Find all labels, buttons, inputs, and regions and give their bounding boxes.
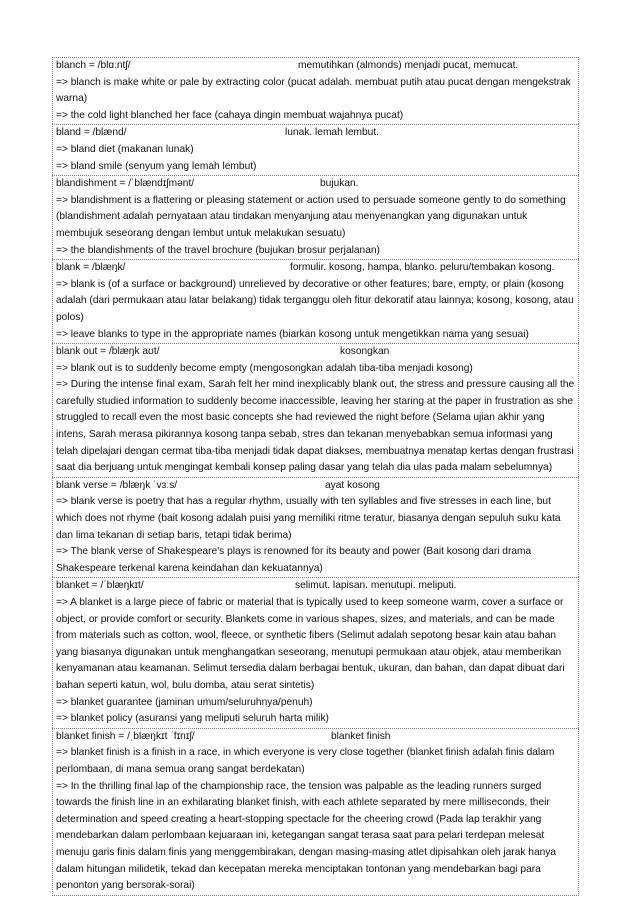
term: blanket = /ˈblæŋkɪt/ (56, 580, 144, 592)
translation: ayat kosong (325, 479, 380, 491)
entry-blanket (52, 577, 579, 727)
translation: kosongkan (340, 346, 390, 358)
entry-header (56, 176, 576, 193)
term: blank verse = /blæŋk ˈvɜːs/ (56, 479, 178, 491)
entry-bland (52, 124, 579, 175)
entry-header (56, 729, 576, 746)
example-line: => the blandishments of the travel brochure (bujukan brosur perjalanan) (56, 244, 380, 256)
translation: blanket finish (331, 730, 391, 742)
entry-header (56, 578, 576, 595)
definition-line: => blanket finish is a finish in a race, in which everyone is very close together (blanket finish adalah finis dalam perlombaan, di mana semua orang sangat berdekatan) (56, 747, 555, 775)
term: blanket finish = /ˌblæŋkɪt ˈfɪnɪʃ/ (56, 730, 195, 742)
translation: bujukan. (320, 178, 359, 190)
entry-header (56, 344, 576, 361)
definition-line: => blank out is to suddenly become empty (mengosongkan adalah tiba-tiba menjadi kosong) (56, 362, 473, 374)
entry-blank (52, 259, 579, 343)
term: blank out = /blæŋk aʊt/ (56, 346, 160, 358)
entry-header (56, 58, 576, 75)
example-line: => the cold light blanched her face (cahaya dingin membuat wajahnya pucat) (56, 109, 404, 121)
example-line: => During the intense final exam, Sarah felt her mind inexplicably blank out, the stress and pressure causing all the carefully studied information to suddenly become inaccessible, leaving her staring at the paper in frustration as she struggled to recall even the most basic concepts she had reviewed the night before (Selama ujian akhir yang intens, Sarah merasa pikirannya kosong tanpa sebab, stres dan tekanan menyebabkan semua informasi yang telah dipelajari dengan cermat tiba-tiba menjadi tidak dapat diakses, membuatnya menatap kertas dengan frustrasi saat dia berjuang untuk mengingat kembali konsep paling dasar yang telah dia ulas pada malam sebelumnya) (56, 379, 575, 474)
term: blanch = /blɑːntʃ/ (56, 60, 131, 71)
entry-header (56, 125, 576, 142)
example-line: => blanket policy (asuransi yang meliputi seluruh harta milik) (56, 713, 329, 725)
translation: selimut. lapisan. menutupi. meliputi. (295, 580, 457, 592)
example-line: => The blank verse of Shakespeare's plays is renowned for its beauty and power (Bait kosong dari drama Shakespeare terkenal karena keindahan dan kekuatannya) (56, 546, 532, 574)
entry-blandishment (52, 175, 579, 259)
translation: lunak. lemah lembut. (285, 127, 380, 139)
entry-header (56, 260, 576, 277)
example-line: => bland smile (senyum yang lemah lembut) (56, 160, 257, 172)
term: bland = /blænd/ (56, 127, 127, 139)
definition-line: => blanch is make white or pale by extracting color (pucat adalah. membuat putih atau pucat dengan mengekstrak warna) (56, 76, 571, 105)
example-line: => In the thrilling final lap of the championship race, the tension was palpable as the leading runners surged towards the finish line in an exhilarating blanket finish, with each athlete separated by mere milliseconds, their determination and speed creating a heart-stopping spectacle for the cheering crowd (Pada lap terakhir yang mendebarkan dalam perlombaan kejuaraan ini, ketegangan sangat terasa saat para pelari terdepan melesat menuju garis finis dalam finis yang menggembirakan, dengan masing-masing atlet dipisahkan oleh jarak hanya dalam hitungan milidetik, tekad dan kecepatan mereka menciptakan tontonan yang mendebarkan bagi para penonton yang bersorak-sorai) (56, 780, 557, 892)
entry-header (56, 478, 576, 495)
translation: memutihkan (almonds) menjadi pucat, memucat. (298, 60, 519, 71)
definition-line: => blandishment is a flattering or pleasing statement or action used to persuade someone gently to do something (blandishment adalah pernyataan atau tindakan menyanjung atau menyenangkan yang digunakan untuk membujuk seseorang dengan lembut untuk melakukan sesuatu) (56, 194, 566, 239)
translation: formulir. kosong, hampa, blanko. peluru/tembakan kosong. (290, 262, 555, 274)
example-line: => bland diet (makanan lunak) (56, 143, 194, 155)
entry-blank-out (52, 343, 579, 477)
glossary-document (52, 57, 579, 896)
term: blandishment = /ˈblændɪʃmənt/ (56, 178, 195, 190)
definition-line: => A blanket is a large piece of fabric or material that is typically used to keep someone warm, cover a surface or object, or provide comfort or security. Blankets come in various shapes, sizes, and materials, and can be made from materials such as cotton, wool, fleece, or synthetic fibers (Selimut adalah sepotong besar kain atau bahan yang biasanya digunakan untuk menghangatkan seseorang, menutupi permukaan atau objek, atau memberikan kenyamanan atau keamanan. Selimut tersedia dalam berbagai bentuk, ukuran, dan bahan, dan dapat dibuat dari bahan seperti katun, wol, bulu domba, atau serat sintetis) (56, 597, 565, 691)
definition-line: => blank is (of a surface or background) unrelieved by decorative or other features; bare, empty, or plain (kosong adalah (dari permukaan atau latar belakang) tidak terganggu oleh fitur dekoratif atau lainnya; kosong, kosong, atau polos) (56, 278, 574, 323)
example-line: => blanket guarantee (jaminan umum/seluruhnya/penuh) (56, 696, 313, 708)
example-line: => leave blanks to type in the appropriate names (biarkan kosong untuk mengetikkan nama yang sesuai) (56, 328, 529, 340)
entry-blanket-finish (52, 728, 579, 896)
entry-blanch (52, 57, 579, 124)
term: blank = /blæŋk/ (56, 262, 126, 274)
entry-blank-verse (52, 477, 579, 578)
definition-line: => blank verse is poetry that has a regular rhythm, usually with ten syllables and five stresses in each line, but which does not rhyme (bait kosong adalah puisi yang memiliki ritme teratur, biasanya dengan sepuluh suku kata dan lima tekanan di setiap baris, tetapi tidak berima) (56, 496, 561, 541)
